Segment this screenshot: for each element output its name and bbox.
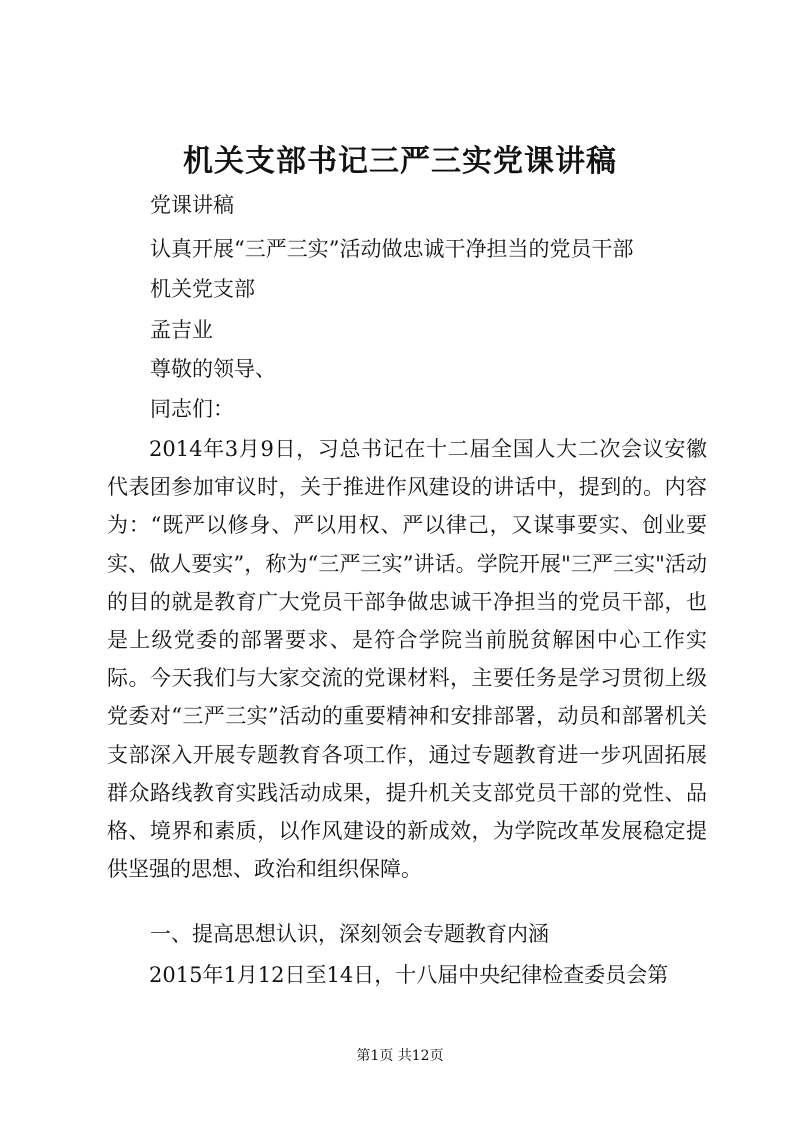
header-line-lecture: 党课讲稿	[150, 193, 234, 217]
body-paragraph-1: 2014年3月9日，习总书记在十二届全国人大二次会议安徽代表团参加审议时，关于推进作风建设的讲话中，提到的。内容为：“既严以修身、严以用权、严以律己，又谋事要实、创业要实、做人要实”，称为“三严三实”讲话。学院开展"三严三实"活动的目的就是教育广大党员干部争做忠诚干净担当的党员干部，也是上级党委的部署要求、是符合学院当前脱贫解困中心工作实际。今天我们与大家交流的党课材料，主要任务是学习贯彻上级党委对“三严三实”活动的重要精神和安排部署，动员和部署机关支部深入开展专题教育各项工作，通过专题教育进一步巩固拓展群众路线教育实践活动成果，提升机关支部党员干部的党性、品格、境界和素质，以作风建设的新成效，为学院改革发展稳定提供坚强的思想、政治和组织保障。	[107, 437, 707, 882]
document-title: 机关支部书记三严三实党课讲稿	[183, 144, 617, 179]
header-line-greeting: 同志们：	[150, 397, 234, 421]
header-line-subtitle: 认真开展“三严三实”活动做忠诚干净担当的党员干部	[150, 237, 634, 261]
section-heading-1: 一、提高思想认识，深刻领会专题教育内涵	[150, 922, 549, 946]
header-line-branch: 机关党支部	[150, 277, 255, 301]
page-number-footer: 第1页 共12页	[356, 1048, 444, 1064]
header-line-salutation: 尊敬的领导、	[150, 357, 276, 381]
header-line-author: 孟吉业	[150, 318, 213, 342]
body-paragraph-2: 2015年1月12日至14日，十八届中央纪律检查委员会第	[149, 963, 669, 987]
